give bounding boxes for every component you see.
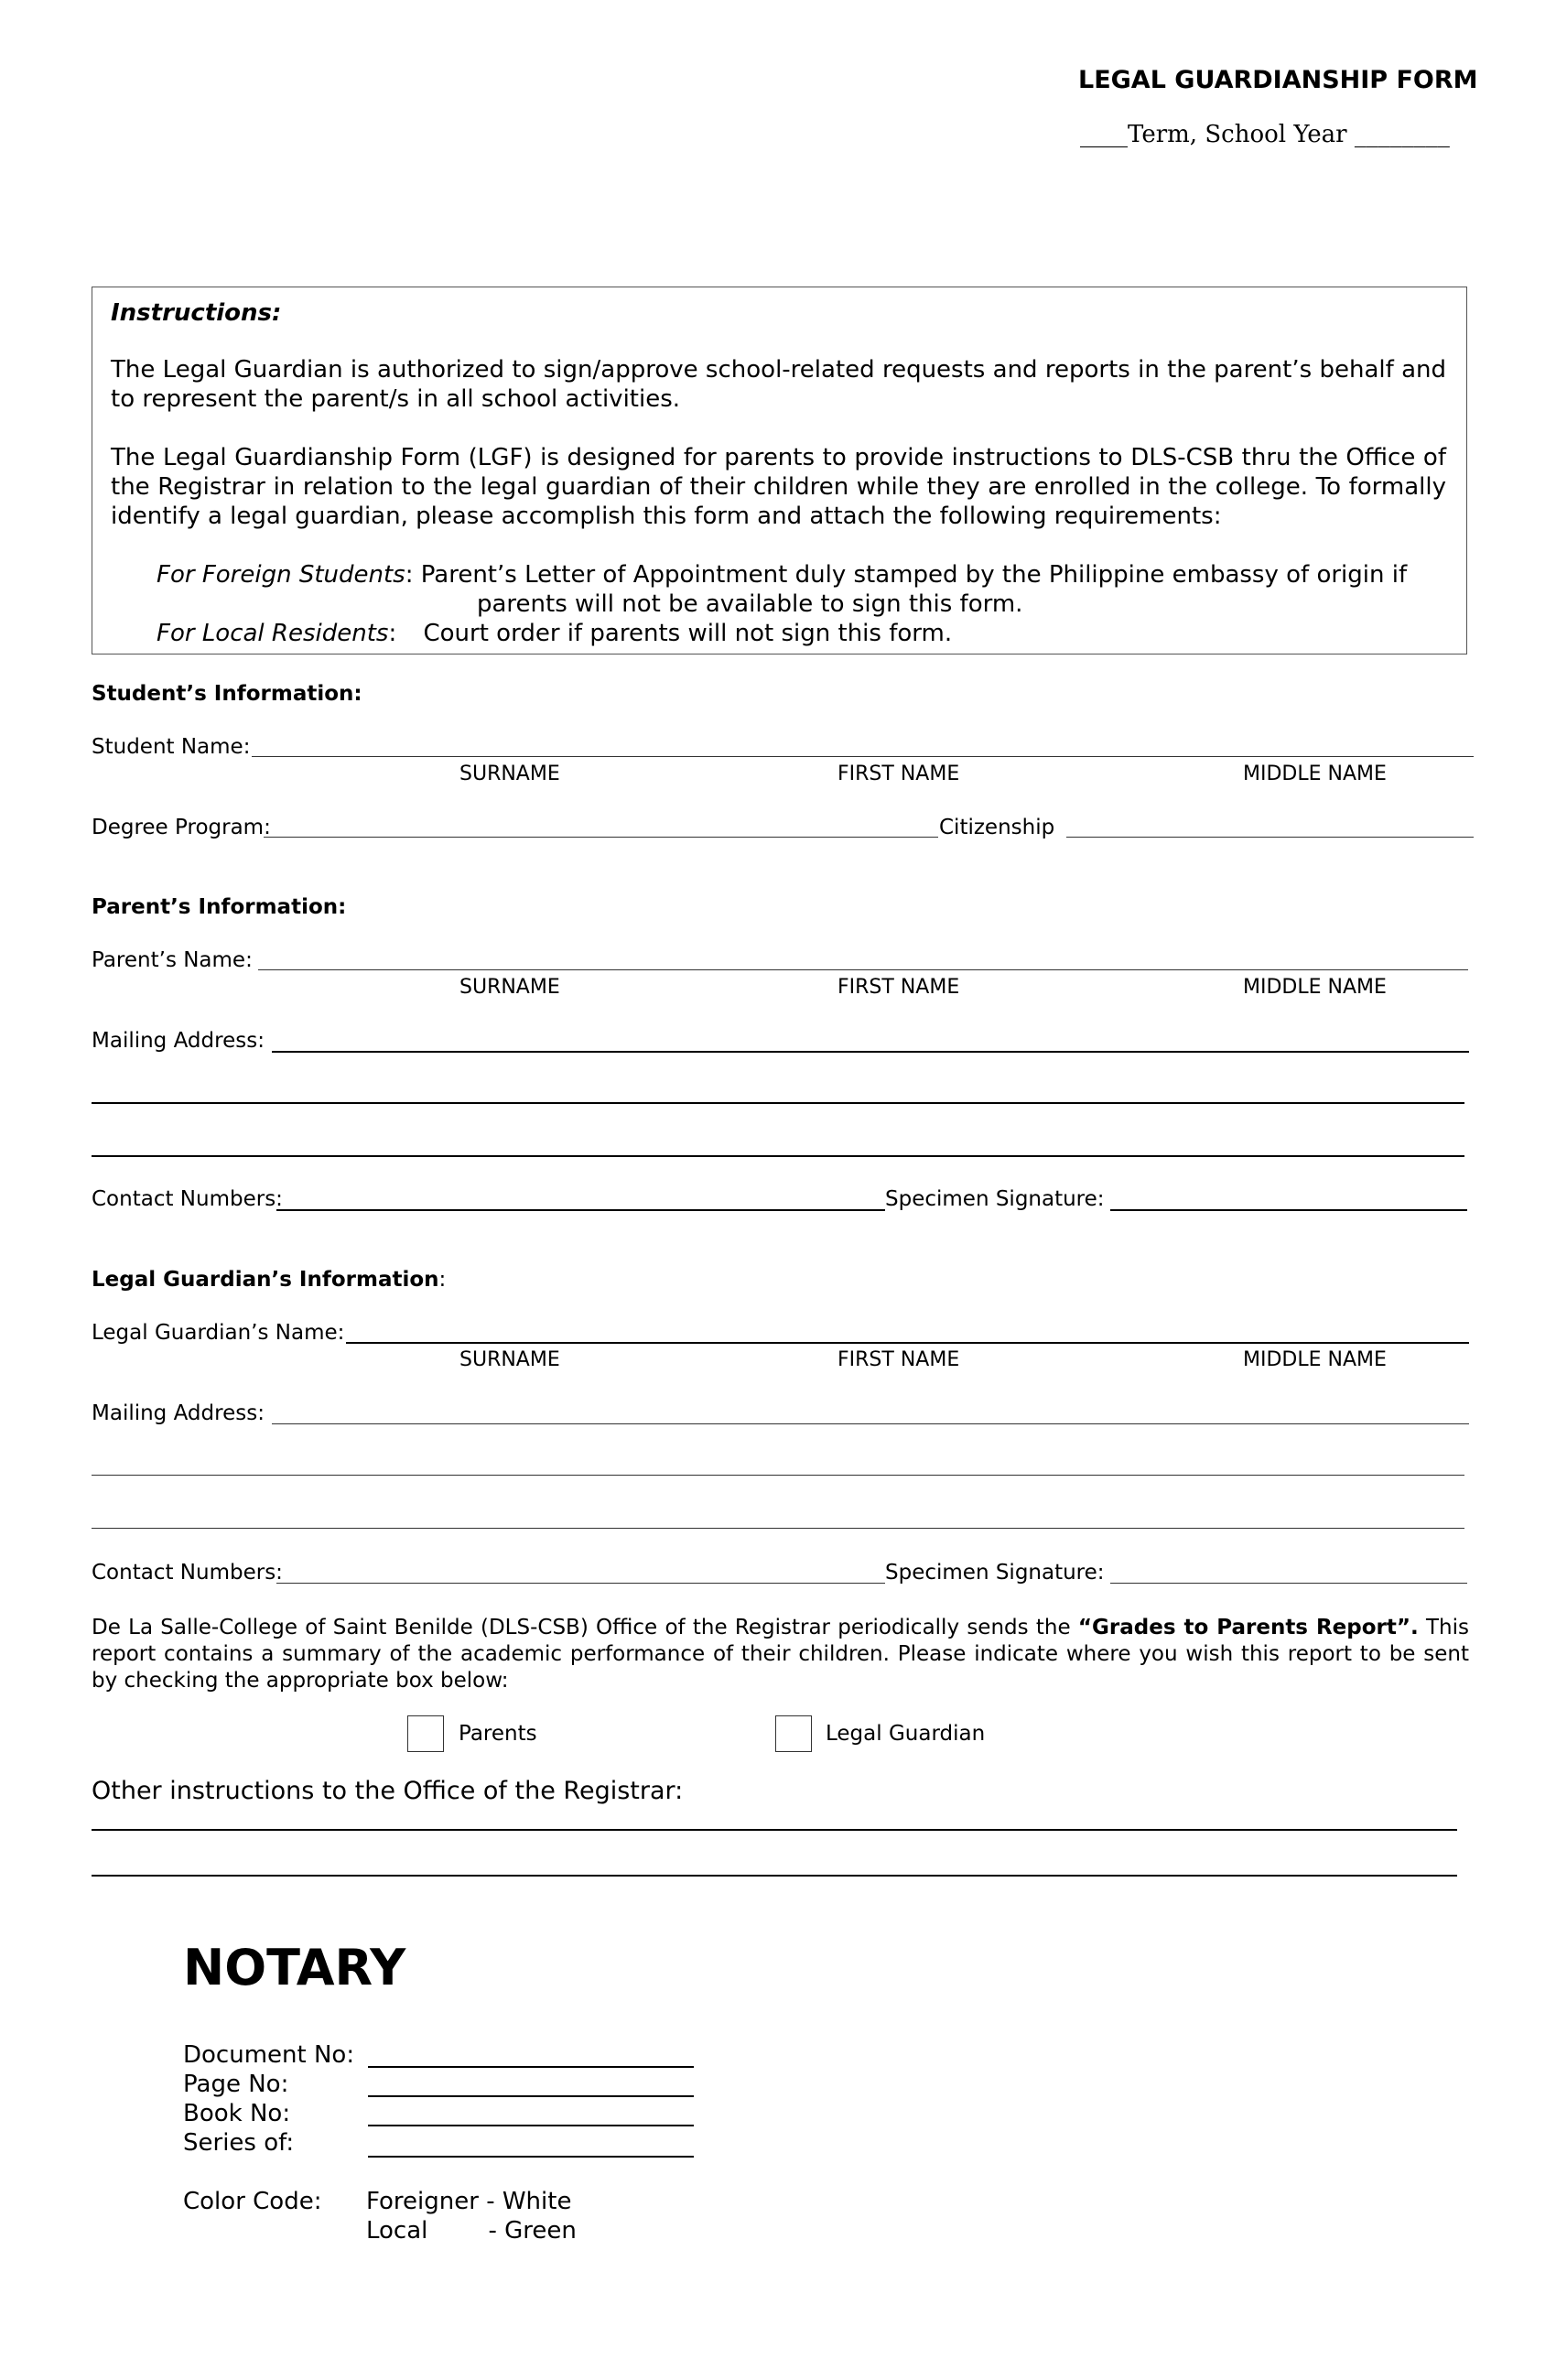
grades-report-text-2: This report contains a summary of the academic performance of their children. Please indicate where you wish this report to be sent by checking the appropriate box below: [92,1616,1469,1693]
parent-middle-name-caption: MIDDLE NAME [1243,976,1387,999]
legal-guardian-option-label: Legal Guardian [826,1722,986,1746]
student-first-name-caption: FIRST NAME [837,763,960,785]
guardian-section-title: Legal Guardian’s Information [92,1268,439,1292]
guardian-specimen-signature-input[interactable] [1110,1583,1467,1584]
foreign-students-label: For Foreign Students [157,561,405,589]
color-code-label: Color Code: [183,2188,322,2215]
foreign-students-text-continued: parents will not be available to sign this form. [477,590,1023,618]
page-no-input[interactable] [368,2095,694,2097]
parent-surname-caption: SURNAME [459,976,560,999]
guardian-name-input[interactable] [346,1342,1469,1344]
parent-specimen-signature-input[interactable] [1110,1209,1467,1211]
guardian-mailing-address-input-1[interactable] [272,1423,1469,1424]
other-instructions-label: Other instructions to the Office of the Registrar: [92,1777,684,1805]
parent-mailing-address-input-2[interactable] [92,1102,1464,1104]
other-instructions-input-1[interactable] [92,1829,1457,1831]
student-surname-caption: SURNAME [459,763,560,785]
color-code-local: Local - Green [366,2217,577,2245]
grades-report-text-1: De La Salle-College of Saint Benilde (DLS-CSB) Office of the Registrar periodically sends the [92,1616,1078,1639]
student-section-title: Student’s Information: [92,682,362,706]
other-instructions-input-2[interactable] [92,1875,1457,1877]
parent-specimen-signature-label: Specimen Signature: [885,1187,1105,1211]
student-name-input[interactable] [252,756,1474,757]
guardian-contact-numbers-label: Contact Numbers: [92,1561,283,1585]
grades-report-paragraph [92,1615,1469,1694]
grades-report-title: “Grades to Parents Report”. [1077,1616,1419,1639]
local-residents-label: For Local Residents [157,620,389,647]
parent-name-label: Parent’s Name: [92,948,253,972]
page-no-label: Page No: [183,2071,289,2098]
guardian-specimen-signature-label: Specimen Signature: [885,1561,1105,1585]
notary-title: NOTARY [183,1939,406,1996]
guardian-section-heading [92,1268,446,1292]
guardian-mailing-address-input-3[interactable] [92,1528,1464,1529]
local-residents-colon: : [388,620,397,647]
guardian-mailing-address-label: Mailing Address: [92,1401,265,1425]
parent-name-input[interactable] [258,969,1468,970]
term-school-year-field[interactable]: ____Term, School Year ________ [1080,121,1450,148]
book-no-label: Book No: [183,2100,291,2127]
student-name-label: Student Name: [92,735,251,759]
degree-program-label: Degree Program: [92,816,271,839]
requirement-local [111,619,1446,648]
instructions-paragraph-1: The Legal Guardian is authorized to sign/approve school-related requests and reports in the parent’s behalf and to represent the parent/s in all school activities. [111,356,1446,413]
parent-contact-numbers-input[interactable] [276,1209,885,1211]
parents-option-label: Parents [459,1722,537,1746]
document-no-label: Document No: [183,2041,355,2069]
guardian-middle-name-caption: MIDDLE NAME [1243,1348,1387,1371]
requirement-foreign [111,560,1446,590]
student-middle-name-caption: MIDDLE NAME [1243,763,1387,785]
guardian-name-label: Legal Guardian’s Name: [92,1321,345,1345]
parent-first-name-caption: FIRST NAME [837,976,960,999]
parent-mailing-address-input-1[interactable] [272,1051,1469,1053]
color-code-foreigner: Foreigner - White [366,2188,572,2215]
degree-program-input[interactable] [264,837,938,838]
citizenship-label: Citizenship [939,816,1055,839]
instructions-box [92,287,1467,654]
parent-contact-numbers-label: Contact Numbers: [92,1187,283,1211]
guardian-contact-numbers-input[interactable] [276,1583,885,1584]
parent-section-title: Parent’s Information: [92,895,347,919]
guardian-surname-caption: SURNAME [459,1348,560,1371]
series-of-input[interactable] [368,2156,694,2158]
series-of-label: Series of: [183,2129,295,2157]
book-no-input[interactable] [368,2125,694,2126]
form-title: LEGAL GUARDIANSHIP FORM [1078,66,1478,94]
parent-mailing-address-input-3[interactable] [92,1155,1464,1157]
parents-checkbox[interactable] [407,1715,444,1752]
citizenship-input[interactable] [1066,837,1474,838]
instructions-title: Instructions: [111,299,282,327]
document-no-input[interactable] [368,2066,694,2068]
guardian-section-colon: : [438,1268,447,1292]
local-residents-text: Court order if parents will not sign this form. [423,620,953,647]
legal-guardian-checkbox[interactable] [775,1715,812,1752]
guardian-mailing-address-input-2[interactable] [92,1475,1464,1476]
parent-mailing-address-label: Mailing Address: [92,1029,265,1053]
guardian-first-name-caption: FIRST NAME [837,1348,960,1371]
instructions-paragraph-2: The Legal Guardianship Form (LGF) is designed for parents to provide instructions to DLS-CSB thru the Office of the Registrar in relation to the legal guardian of their children while they are enrolled in the college. To formally identify a legal guardian, please accomplish this form and attach the following requirements: [111,444,1446,530]
foreign-students-text: : Parent’s Letter of Appointment duly stamped by the Philippine embassy of origin if [405,561,1408,589]
